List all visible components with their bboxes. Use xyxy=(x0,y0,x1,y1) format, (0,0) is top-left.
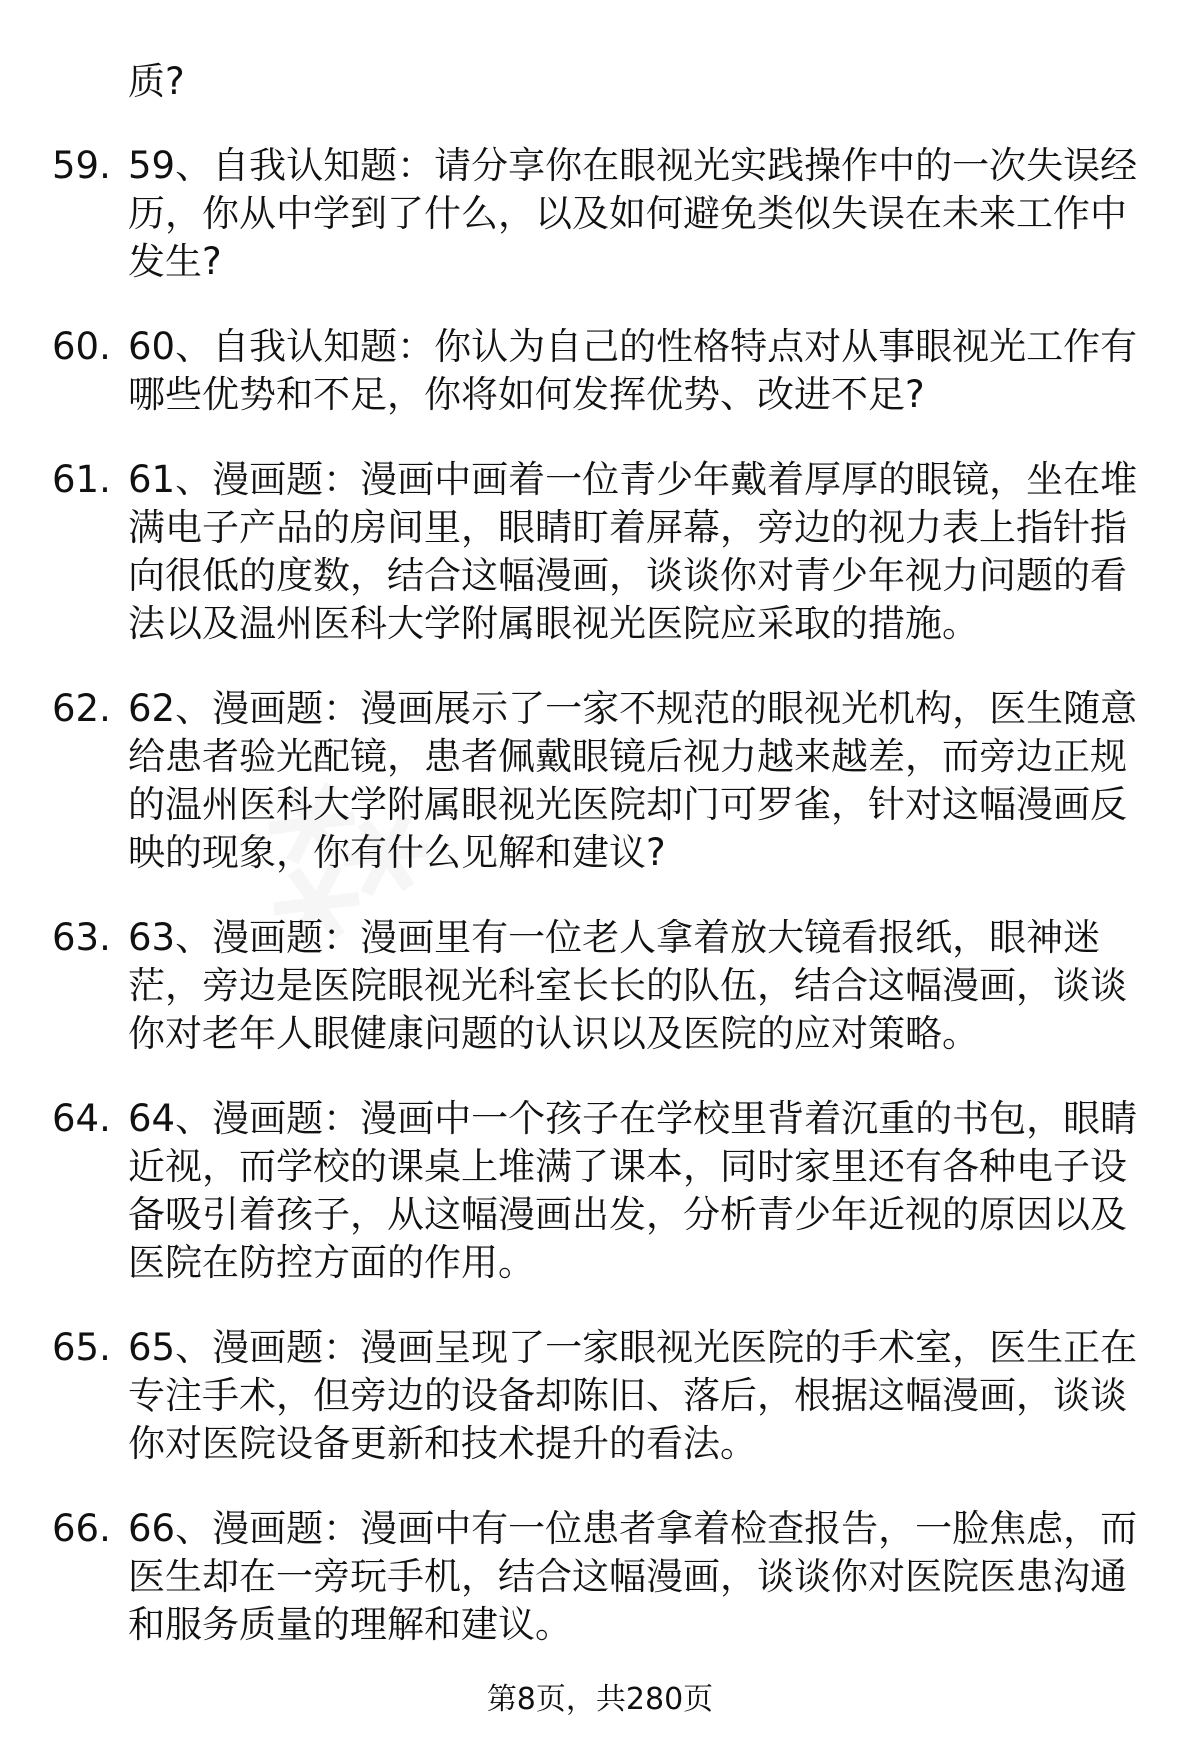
question-number: 62. xyxy=(52,687,111,730)
question-text: 64、漫画题：漫画中一个孩子在学校里背着沉重的书包，眼睛近视，而学校的课桌上堆满了课本，同时家里还有各种电子设备吸引着孩子，从这幅漫画出发，分析青少年近视的原因以及医院在防控方面的作用。 xyxy=(128,1097,1138,1284)
question-text: 65、漫画题：漫画呈现了一家眼视光医院的手术室，医生正在专注手术，但旁边的设备却陈旧、落后，根据这幅漫画，谈谈你对医院设备更新和技术提升的看法。 xyxy=(128,1326,1138,1465)
question-text: 59、自我认知题：请分享你在眼视光实践操作中的一次失误经历，你从中学到了什么，以及如何避免类似失误在未来工作中发生? xyxy=(128,144,1138,283)
question-number: 66. xyxy=(52,1507,111,1550)
question-item xyxy=(0,142,1200,286)
question-item xyxy=(0,1324,1200,1468)
question-item xyxy=(0,456,1200,648)
question-list xyxy=(0,142,1200,1686)
continuation-text: 质? xyxy=(128,60,185,103)
question-number: 64. xyxy=(52,1097,111,1140)
question-text: 66、漫画题：漫画中有一位患者拿着检查报告，一脸焦虑，而医生却在一旁玩手机，结合这幅漫画，谈谈你对医院医患沟通和服务质量的理解和建议。 xyxy=(128,1507,1138,1646)
page-footer: 第8页，共280页 xyxy=(486,1682,714,1717)
question-text: 60、自我认知题：你认为自己的性格特点对从事眼视光工作有哪些优势和不足，你将如何发挥优势、改进不足? xyxy=(128,325,1138,416)
question-text: 61、漫画题：漫画中画着一位青少年戴着厚厚的眼镜，坐在堆满电子产品的房间里，眼睛盯着屏幕，旁边的视力表上指针指向很低的度数，结合这幅漫画，谈谈你对青少年视力问题的看法以及温州医科大学附属眼视光医院应采取的措施。 xyxy=(128,458,1138,645)
question-number: 61. xyxy=(52,458,111,501)
question-number: 59. xyxy=(52,144,111,187)
question-number: 63. xyxy=(52,916,111,959)
question-number: 60. xyxy=(52,325,111,368)
question-item xyxy=(0,1095,1200,1287)
question-item xyxy=(0,323,1200,419)
question-item xyxy=(0,914,1200,1058)
question-number: 65. xyxy=(52,1326,111,1369)
question-text: 62、漫画题：漫画展示了一家不规范的眼视光机构，医生随意给患者验光配镜，患者佩戴眼镜后视力越来越差，而旁边正规的温州医科大学附属眼视光医院却门可罗雀，针对这幅漫画反映的现象，你有什么见解和建议? xyxy=(128,687,1138,874)
question-item xyxy=(0,1505,1200,1649)
question-item xyxy=(0,685,1200,877)
question-text: 63、漫画题：漫画里有一位老人拿着放大镜看报纸，眼神迷茫，旁边是医院眼视光科室长长的队伍，结合这幅漫画，谈谈你对老年人眼健康问题的认识以及医院的应对策略。 xyxy=(128,916,1127,1055)
